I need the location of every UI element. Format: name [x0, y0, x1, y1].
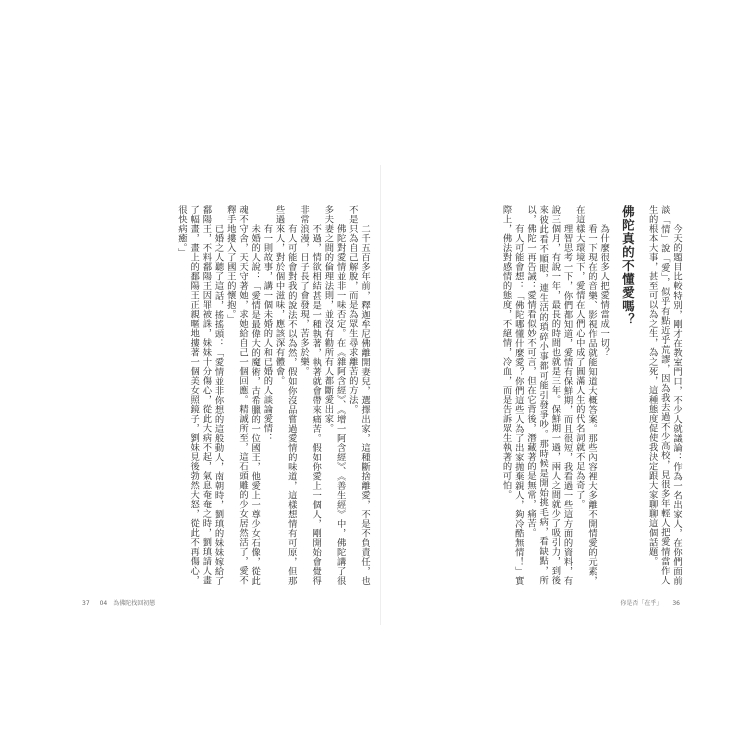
left-page [68, 165, 378, 625]
right-paragraph-3: 看一下現在的音樂、影視作品就能知道大概答案。那些內容裡大多離不開情愛的元素，在這樣大環境下，愛情在人們心中成了圓滿人生的代名詞就不足為奇了。 [573, 205, 597, 585]
right-page-number: 36 [672, 600, 680, 607]
right-paragraph-1: 今天的題目比較特別，剛才在教室門口，不少人就議論：作為一名出家人，在你們面前談「情」說「愛」，似乎有點近乎荒謬，因為我去過不少高校，見很多年輕人把愛情當作人生的根本大事，甚至可以為之生，為之死，這種態度促使我決定跟大家聊聊這個話題。 [646, 205, 682, 585]
left-paragraph-4: 有人可能會對我的說法不以為然，假如你沒品嘗過愛情的味道，這樣想情有可原，但那些過來人，對於個中滋味，應該深有體會。 [273, 205, 297, 585]
book-spread [68, 165, 688, 625]
left-page-number: 37 [82, 600, 90, 607]
left-page-footer [82, 598, 163, 607]
right-paragraph-4: 理智思考一下，你們都知道，愛情有保鮮期，而且很短，我看過一些這方面的資料，有說三個月，有說一年，最長的時間也就是三年。保鮮期一過，兩人之間就少了吸引力，到後來彼此看不順眼，連生活的瑣碎小事都可能引發爭吵。那時候是開始挑毛病，看缺點，所以，佛陀一再告誡：愛情看似妙不可言，但在它背後，潛藏著的是無常，痛苦。 [524, 205, 573, 585]
left-paragraph-3: 不過，情欲相結甚是一種執著，執著就會帶來痛苦。假如你愛上一個人，剛開始會覺得非常浪漫，日子長了會發現，苦多於樂。 [297, 205, 322, 585]
right-page-footer [612, 598, 680, 607]
left-paragraph-2: 佛陀對愛情並非一味否定。在《雜阿含經》、《增一阿含經》、《善生經》中，佛陀講了很多夫妻之間的倫理法則，並沒有勸所有人都斷愛出家。 [322, 205, 346, 585]
left-paragraph-7: 已婚之人聽了這話，搖搖頭：「愛情並非你想的這般動人，南朝時，劉瑱的妹妹嫁給了鄱陽王，不料鄱陽王因罪被誅，妹妹十分傷心，從此大病不起，氣息奄奄之時，劉瑱請人畫了幅畫，畫上的鄱陽王正親暱地摟著一個美女照鏡子，劉妹見後勃然大怒，從此不再傷心，很快病癒。」 [175, 205, 224, 585]
right-paragraph-2: 為什麼很多人把愛情當成一切？ [598, 223, 610, 357]
right-chapter-label: 你是否「在乎」 [620, 600, 663, 607]
right-paragraph-5: 有人可能會想：「佛陀哪懂什麼愛？你們這些人為了出家拋棄親人，夠冷酷無情！」實際上，佛法對感情的態度，不絕情，冷血，而是告訴眾生執著的可怕。 [500, 205, 524, 585]
left-paragraph-1: 二千五百多年前，釋迦牟尼佛離開妻兒，選擇出家，這種斷捨離愛，不是不負責任，也不是只為自己解脫，而是為眾生尋求離苦的方法。 [346, 205, 370, 585]
right-page-text-column [392, 205, 682, 585]
left-paragraph-6: 未婚的人說：「愛情是最偉大的魔術，古希臘的一位國王，他愛上一尊少女石像，從此魂不守舍，天天守著她，求她給自己一個回應。精誠所至，這石頭雕的少女居然活了，愛不釋手地摟入了國王的懷抱。」 [224, 205, 261, 585]
left-paragraph-5: 有一則故事，講一個未婚的人和已婚的人談論愛情： [261, 223, 273, 443]
book-gutter [380, 165, 381, 625]
left-page-text-column [84, 205, 370, 585]
left-chapter-label: 04 為佛陀找回初戀 [99, 600, 156, 607]
right-page [386, 165, 688, 625]
section-heading: 佛陀真的不懂愛嗎？ [620, 205, 636, 327]
